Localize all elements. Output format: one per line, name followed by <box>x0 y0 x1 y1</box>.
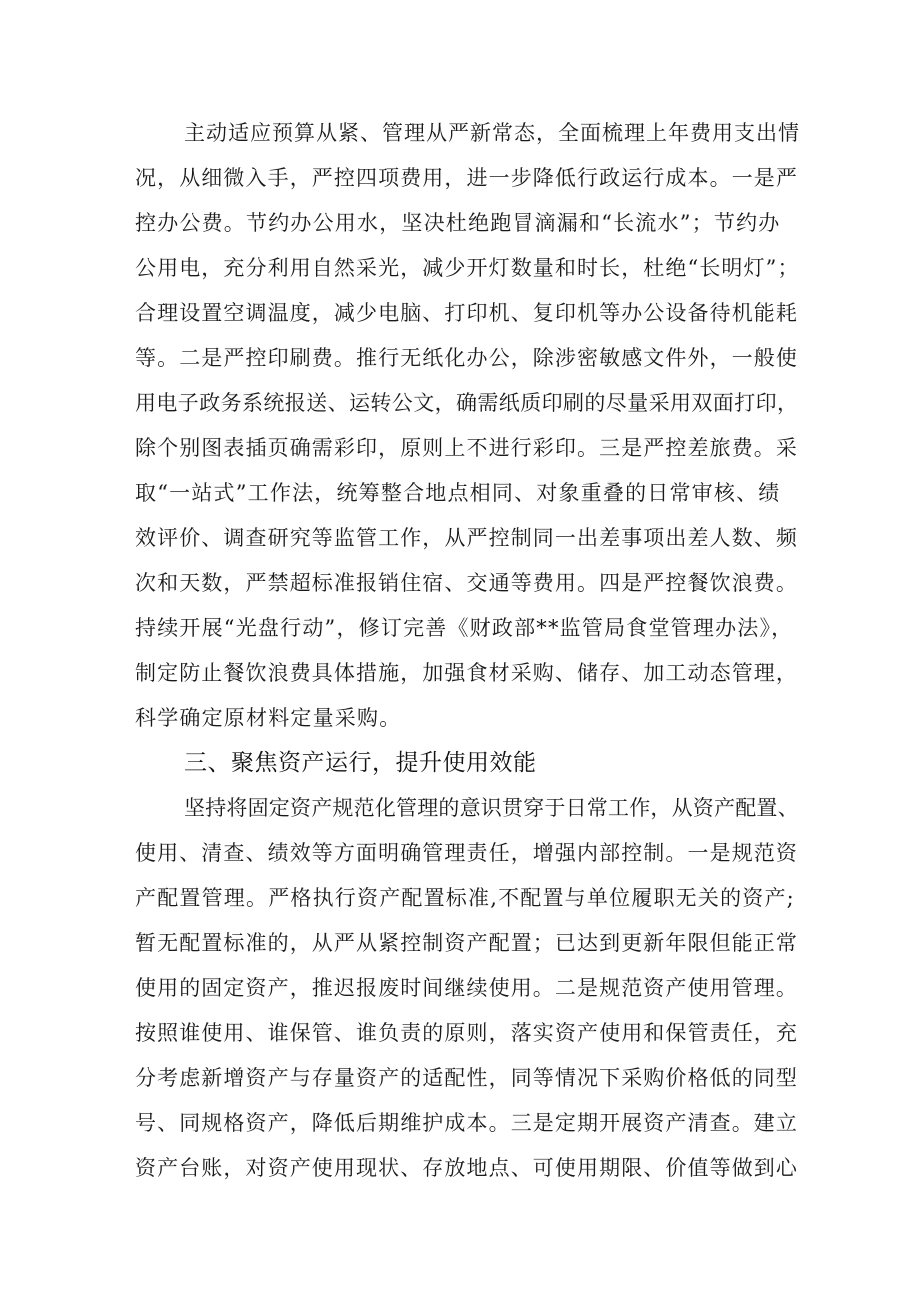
paragraph-2-line-7: 分考虑新增资产与存量资产的适配性，同等情况下采购价格低的同型 <box>135 1066 798 1090</box>
paragraph-2-line-5: 使用的固定资产，推迟报废时间继续使用。二是规范资产使用管理。 <box>135 976 798 1000</box>
paragraph-2-line-8: 号、同规格资产，降低后期维护成本。三是定期开展资产清查。建立 <box>135 1111 798 1135</box>
paragraph-1-line-7: 用电子政务系统报送、运转公文，确需纸质印刷的尽量采用双面打印， <box>135 391 799 415</box>
paragraph-2-line-4: 暂无配置标准的，从严从紧控制资产配置；已达到更新年限但能正常 <box>135 931 798 955</box>
paragraph-1-line-13: 制定防止餐饮浪费具体措施，加强食材采购、储存、加工动态管理， <box>135 661 798 685</box>
paragraph-1-line-10: 效评价、调查研究等监管工作，从严控制同一出差事项出差人数、频 <box>135 526 798 550</box>
section-heading-3: 三、聚焦资产运行，提升使用效能 <box>184 750 537 776</box>
paragraph-1-line-14: 科学确定原材料定量采购。 <box>135 706 402 730</box>
paragraph-2-line-6: 按照谁使用、谁保管、谁负责的原则，落实资产使用和保管责任，充 <box>135 1021 798 1045</box>
paragraph-2-line-2: 使用、清查、绩效等方面明确管理责任，增强内部控制。一是规范资 <box>135 841 798 865</box>
paragraph-1-line-12: 持续开展“光盘行动”，修订完善《财政部**监管局食堂管理办法》， <box>135 616 794 640</box>
paragraph-2-line-3: 产配置管理。严格执行资产配置标准,不配置与单位履职无关的资产; <box>135 886 795 910</box>
paragraph-1-line-5: 合理设置空调温度，减少电脑、打印机、复印机等办公设备待机能耗 <box>135 301 798 325</box>
paragraph-1-line-8: 除个别图表插页确需彩印，原则上不进行彩印。三是严控差旅费。采 <box>135 436 798 460</box>
paragraph-2-line-9: 资产台账，对资产使用现状、存放地点、可使用期限、价值等做到心 <box>135 1156 798 1180</box>
paragraph-2-line-1: 坚持将固定资产规范化管理的意识贯穿于日常工作，从资产配置、 <box>184 796 799 820</box>
paragraph-1-line-11: 次和天数，严禁超标准报销住宿、交通等费用。四是严控餐饮浪费。 <box>135 571 798 595</box>
paragraph-1-line-4: 公用电，充分利用自然采光，减少开灯数量和时长，杜绝“长明灯”； <box>135 256 800 280</box>
paragraph-1-line-2: 况，从细微入手，严控四项费用，进一步降低行政运行成本。一是严 <box>135 166 798 190</box>
paragraph-1-line-1: 主动适应预算从紧、管理从严新常态，全面梳理上年费用支出情 <box>184 121 800 145</box>
paragraph-1-line-3: 控办公费。节约办公用水，坚决杜绝跑冒滴漏和“长流水”；节约办 <box>135 211 781 235</box>
paragraph-1-line-9: 取“一站式”工作法，统筹整合地点相同、对象重叠的日常审核、绩 <box>135 481 781 505</box>
paragraph-1-line-6: 等。二是严控印刷费。推行无纸化办公，除涉密敏感文件外，一般使 <box>135 346 798 370</box>
